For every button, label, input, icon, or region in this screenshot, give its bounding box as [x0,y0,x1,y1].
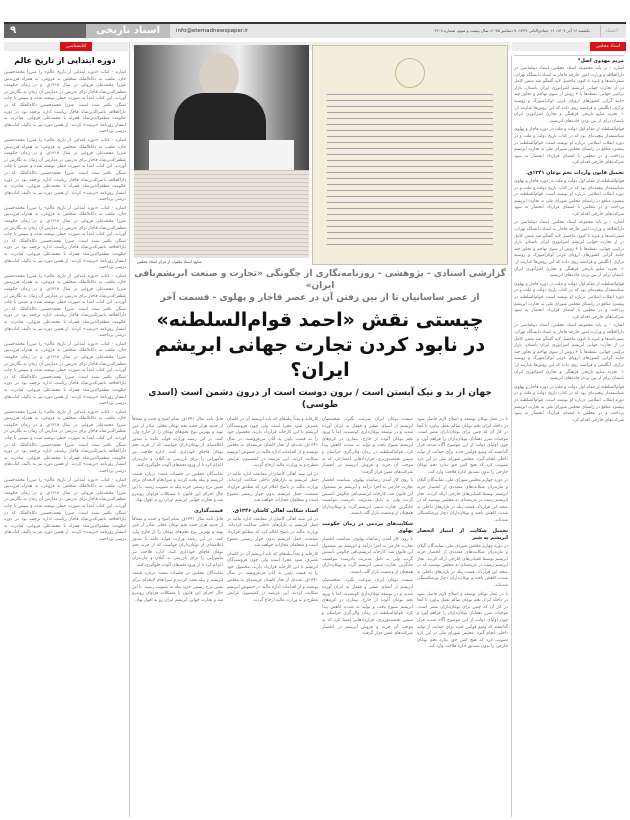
article-column-2 [322,417,413,817]
historical-document [312,45,508,265]
right-sidebar-tag: اسناد مجلس [590,42,626,51]
paragraph: اشاره - بر پایه مجموعه اسناد مجلس، اسناد دیپلماسی در دارالخلافه و وزارت امور خارجه قاجار به اسناد دانشگاه تهران، سفرنامه‌ها و غیره تا کنون ماحصل لایه گفتگو شد شمن کامل در از تجارت جهانی ابریشم امپراتوری ایران باستان، بازار ترکیبی جهانی، نقطه‌ها با ۳ روش از سوی تهاجم و تجاوز چند جانبه گرایی کشورهای اروپای غربی لوکزامبورگ و روسیه تزاری، انگلیس و فرانسه روی داده که این روش‌ها عبارتند از: ۱- تجزیه منابع تاریخی فرهنگی و تجاری امپراتوری ایران باستان برای از بین بردن جاده‌های ابریشم. [514,323,625,382]
paragraph: با در عمل نوغان توسعه و اصلاح لازم حاصل شود در داخله ایران تخم نوغان سالم بعمل بیاورد تا آنجا در کار آن که چنین برای نوغان‌داران مضر است. موجبات ضرر دهقانان نوغان‌داران را فراهم آورد و چون اولیای دولت از این موضوع آگاه شدند قرار گذاشتند که وضع قوانین جدید برای حمایت از تولید داخلی انجام گیرد. مجلس شورای ملی در این باره تصویب کرد که هیچ کس حق ندارد تخم نوغان خارجی را بدون تصدیق اداره فلاحت وارد کند. [417,417,508,475]
right-sidebar-body [514,66,624,426]
headline-line-1: چیستی نقش «احمد قوام‌السلطنه» [156,309,484,331]
paragraph: نمایندگان مجلس در جلسات متعدد درباره قیمت ابریشم و پیله بحث کردند و سرانجام لایحه‌ای برای تعیین نرخ رسمی خرید پیله به تصویب رسید. با این حال اجرای این قانون با مشکلات فراوان روبه‌رو شد و تجارت جهانی ابریشم ایران رو به افول نهاد. [132,571,223,603]
left-sidebar-title: دوره ابتدایی از تاریخ عالم [14,56,116,65]
article-column-1 [417,417,508,817]
paragraph: با روی کار آمدن رضاشاه پهلوی، سیاست انحصار تجارت خارجی به اجرا درآمد و ابریشم نیز مشمول این قانون شد. کارخانه ابریشم‌بافی چالوس تأسیس گردید ولی به دلیل مدیریت نادرست نتوانست جایگزین تجارت سنتی ابریشم گردد و نوغان‌داران همچنان از وضعیت بازار گله داشتند. [322,478,413,517]
paragraph: اشاره - کتاب «دوره ابتدایی از تاریخ عالم» را میرزا محمدحسین خان، ملقب به ذکاءالملک متخلص به فروغی، به همراه فرزندش میرزا محمدعلی فروغی در سال ۱۳۱۸ق. و در زمان حکومت مظفرالدین‌شاه قاجار برای تدریس در مدارس آن زمان به نگارش در آوردند. این کتاب ابتدا به صورت خطی نوشته شده و سپس با چاپ سنگی تکثیر شده است. میرزا محمدحسین ذکاءالملک که در دارالخلافه ناصرالدین‌شاه قاجار ریاست اداره ترجمه بود در دوره حکومت مظفرالدین‌شاه همراه با محمدعلی فروغی، مبادرت به انتشار روزنامه «تربیت» کردند. از همین دوره نیز به تألیف کتاب‌های درسی پرداختند. [4,273,126,339]
paragraph: اشاره - کتاب «دوره ابتدایی از تاریخ عالم» را میرزا محمدحسین خان، ملقب به ذکاءالملک متخلص به فروغی، به همراه فرزندش میرزا محمدعلی فروغی در سال ۱۳۱۸ق. و در زمان حکومت مظفرالدین‌شاه قاجار برای تدریس در مدارس آن زمان به نگارش در آوردند. این کتاب ابتدا به صورت خطی نوشته شده و سپس با چاپ سنگی تکثیر شده است. میرزا محمدحسین ذکاءالملک که در دارالخلافه ناصرالدین‌شاه قاجار ریاست اداره ترجمه بود در دوره حکومت مظفرالدین‌شاه همراه با محمدعلی فروغی، مبادرت به انتشار روزنامه «تربیت» کردند. از همین دوره نیز به تألیف کتاب‌های درسی پرداختند. [4,477,126,542]
subheading: تحمیل شکایت از امتیاز انحصار ابریشم به شیر [417,527,508,541]
subtitle: جهان از بد و نیک آبستن است / برون دوست است از درون دشمن است (اسدی طوسی) [148,388,492,410]
paragraph: قوام‌السلطنه از مقام اول دولت و ملت در دوره قاجار و پهلوی سیاستمدار پیچیده‌ای بود که در کتاب تاریخ دولت و ملت و در دوره انقلاب اسلامی درباره او نوشته است. قوام‌السلطنه در پیشبرد منافع در راستای مجلس شورای ملی به تجارت ابریشم پرداخت و در مجلس با امضای قرارداد انحصار به سود شرکت‌های خارجی اقدام کرد. [514,281,624,320]
handwritten-documents [134,170,309,258]
paragraph: اشاره - بر پایه مجموعه اسناد مجلس، اسناد دیپلماسی در دارالخلافه و وزارت امور خارجه قاجار به اسناد دانشگاه تهران، سفرنامه‌ها و غیره تا کنون ماحصل لایه گفتگو شد شمن کامل در از تجارت جهانی ابریشم امپراتوری ایران باستان، بازار ترکیبی جهانی، نقطه‌ها با ۳ روش از سوی تهاجم و تجاوز چند جانبه گرایی کشورهای اروپای غربی لوکزامبورگ و روسیه تزاری، انگلیس و فرانسه روی داده که این روش‌ها عبارتند از: ۱- تجزیه منابع تاریخی فرهنگی و تجاری امپراتوری ایران باستان برای از بین بردن جاده‌های ابریشم. [514,66,625,124]
article-column-3 [227,417,318,817]
headline [132,308,508,383]
paragraph: اشاره - کتاب «دوره ابتدایی از تاریخ عالم» را میرزا محمدحسین خان، ملقب به ذکاءالملک متخلص به فروغی، به همراه فرزندش میرزا محمدعلی فروغی در سال ۱۳۱۸ق. و در زمان حکومت مظفرالدین‌شاه قاجار برای تدریس در مدارس آن زمان به نگارش در آوردند. این کتاب ابتدا به صورت خطی نوشته شده و سپس با چاپ سنگی تکثیر شده است. میرزا محمدحسین ذکاءالملک که در دارالخلافه ناصرالدین‌شاه قاجار ریاست اداره ترجمه بود در دوره حکومت مظفرالدین‌شاه همراه با محمدعلی فروغی، مبادرت به انتشار روزنامه «تربیت» کردند. از همین دوره نیز به تألیف کتاب‌های درسی پرداختند. [4,205,126,271]
paragraph: فایل نامه سال ۱۳۴۱ق. تمام امیخ و خنده و متعاقاً از حدود هزار جعبه تخم نوغان محلی صادر از عین تهیه و بهترین نوع تخم‌های نوغان را از خارج وارد کنند. در این زمینه وزارت فواید عامه با صدور اعلامیه‌ای از نوغان‌داران خواست که از خرید تخم نوغان قاچاق خودداری کنند. اداره فلاحت نیز مأمورانی را برای بازرسی به گیلان و مازندران اعزام کرد تا از ورود تخم‌های آلوده جلوگیری کنند. [132,516,223,568]
kicker-line-2: از عصر ساسانیان تا از بین رفتن آن در عصر قاجار و پهلوی - قسمت آخر [160,293,480,303]
image-caption: منابع: اسناد مکتوب از مرکز اسناد مجلس [134,259,309,264]
kicker-line-1: گزارشی اسنادی - پژوهشی - روزنامه‌نگاری از چگونگی «تجارت و صنعت ابریشم‌بافی ایران» [134,269,506,291]
paragraph: در این سند اهالی کاشان از ممانعت اداره مالیه در حمل ابریشم به بازارهای داخلی شکایت کرده‌اند. وزارت مالیه در پاسخ اعلام کرد که مطابق قرارداد منعقده، حمل ابریشم بدون جواز رسمی ممنوع است و متخلفان مجازات خواهند شد. [227,471,318,504]
paragraph: در این سند اهالی کاشان از ممانعت اداره مالیه در حمل ابریشم به بازارهای داخلی شکایت کرده‌اند. وزارت مالیه در پاسخ اعلام کرد که مطابق قرارداد منعقده، حمل ابریشم بدون جواز رسمی ممنوع است و متخلفان مجازات خواهند شد. [227,516,318,549]
paragraph: اشاره - کتاب «دوره ابتدایی از تاریخ عالم» را میرزا محمدحسین خان، ملقب به ذکاءالملک متخلص به فروغی، به همراه فرزندش میرزا محمدعلی فروغی در سال ۱۳۱۸ق. و در زمان حکومت مظفرالدین‌شاه قاجار برای تدریس در مدارس آن زمان به نگارش در آوردند. این کتاب ابتدا به صورت خطی نوشته شده و سپس با چاپ سنگی تکثیر شده است. میرزا محمدحسین ذکاءالملک که در دارالخلافه ناصرالدین‌شاه قاجار ریاست اداره ترجمه بود در دوره حکومت مظفرالدین‌شاه همراه با محمدعلی فروغی، مبادرت به انتشار روزنامه «تربیت» کردند. از همین دوره نیز به تألیف کتاب‌های درسی پرداختند. [4,137,126,203]
paragraph: صنعت نوغان ایران سرعت بگیرد. متخصصان ابریشم از آسیای صغیر و قفقاز به ایران آورده شدند و در توسعه نوغان‌داری کوشیدند. اما با ورود تخم نوغان آلوده از خارج، بیماری در کرم‌های ابریشم شیوع یافت و تولید به شدت کاهش پیدا کرد. قوام‌السلطنه در زمان والی‌گری خراسان و سپس نخست‌وزیری، قراردادهایی امضا کرد که به موجب آن خرید و فروش ابریشم در انحصار شرکت‌های معین قرار گرفت. [322,417,413,475]
subheading: اسناد شکایت اهالی کاشان ۱۳۴۶ق. [232,507,318,514]
paragraph: با روی کار آمدن رضاشاه پهلوی، سیاست انحصار تجارت خارجی به اجرا درآمد و ابریشم نیز مشمول این قانون شد. کارخانه ابریشم‌بافی چالوس تأسیس گردید ولی به دلیل مدیریت نادرست نتوانست جایگزین تجارت سنتی ابریشم گردد و نوغان‌داران همچنان از وضعیت بازار گله داشتند. [322,536,413,575]
section-title: اسناد تاریخی [86,24,170,38]
portrait-photo [134,45,309,170]
subheading: تحمیل قانون واردات تخم نوغان ۱۳۴۱ق. [525,169,624,176]
left-sidebar-body [4,70,126,546]
paragraph: در دوره چهارم مجلس شورای ملی، نمایندگان گیلان و مازندران شکایت‌های متعددی از انحصار خرید ابریشم توسط کمپانی‌های خارجی ارائه کردند. تجار ابریشم رشت در عریضه‌ای به مجلس نوشتند که در نتیجه این قرارداد، قیمت پیله در بازارهای داخلی به شدت کاهش یافته و نوغان‌داران دچار ورشکستگی شده‌اند. [417,478,508,523]
paragraph: کارخانه و بعداً پیله‌های که باید ابریشم آن در کاشان مصرف شود مجرا است ولی چون فروشندگان ابریشم با این کارخانه قرارداد دارند، محصول خود را به قیمت پایین به آنان می‌فروشند. در سال ۱۳۴۱ق. عده‌ای از تجار کاشان عریضه‌ای به مجلس نوشتند و از اقدامات اداره مالیه در خصوص ابریشم شکایت کردند. این عریضه در کمیسیون عرایض مطرح و به وزارت مالیه ارجاع گردید. [227,551,318,603]
paragraph: در دوره چهارم مجلس شورای ملی، نمایندگان گیلان و مازندران شکایت‌های متعددی از انحصار خرید ابریشم توسط کمپانی‌های خارجی ارائه کردند. تجار ابریشم رشت در عریضه‌ای به مجلس نوشتند که در نتیجه این قرارداد، قیمت پیله در بازارهای داخلی به شدت کاهش یافته و نوغان‌داران دچار ورشکستگی شده‌اند. [417,543,508,589]
paragraph: با در عمل نوغان توسعه و اصلاح لازم حاصل شود در داخله ایران تخم نوغان سالم بعمل بیاورد تا آنجا در کار آن که چنین برای نوغان‌داران مضر است. موجبات ضرر دهقانان نوغان‌داران را فراهم آورد و چون اولیای دولت از این موضوع آگاه شدند قرار گذاشتند که وضع قوانین جدید برای حمایت از تولید داخلی انجام گیرد. مجلس شورای ملی در این باره تصویب کرد که هیچ کس حق ندارد تخم نوغان خارجی را بدون تصدیق اداره فلاحت وارد کند. [417,591,508,650]
article-column-4 [132,417,223,817]
paragraph: اشاره - کتاب «دوره ابتدایی از تاریخ عالم» را میرزا محمدحسین خان، ملقب به ذکاءالملک متخلص به فروغی، به همراه فرزندش میرزا محمدعلی فروغی در سال ۱۳۱۸ق. و در زمان حکومت مظفرالدین‌شاه قاجار برای تدریس در مدارس آن زمان به نگارش در آوردند. این کتاب ابتدا به صورت خطی نوشته شده و سپس با چاپ سنگی تکثیر شده است. میرزا محمدحسین ذکاءالملک که در دارالخلافه ناصرالدین‌شاه قاجار ریاست اداره ترجمه بود در دوره حکومت مظفرالدین‌شاه همراه با محمدعلی فروغی، مبادرت به انتشار روزنامه «تربیت» کردند. از همین دوره نیز به تألیف کتاب‌های درسی پرداختند. [4,341,126,407]
left-sidebar-tag: کتابشناسی [60,42,92,51]
column-divider [511,55,512,817]
paragraph: نمایندگان مجلس در جلسات متعدد درباره قیمت ابریشم و پیله بحث کردند و سرانجام لایحه‌ای برای تعیین نرخ رسمی خرید پیله به تصویب رسید. با این حال اجرای این قانون با مشکلات فراوان روبه‌رو شد و تجارت جهانی ابریشم ایران رو به افول نهاد. [132,471,223,504]
author-byline: مریم مهدوی اصل* [514,55,624,64]
email-link[interactable]: info@etemadnewspaper.ir [176,28,249,34]
page-number: ۹ [4,24,86,38]
paragraph: کارخانه و بعداً پیله‌های که باید ابریشم آن در کاشان مصرف شود مجرا است ولی چون فروشندگان ابریشم با این کارخانه قرارداد دارند، محصول خود را به قیمت پایین به آنان می‌فروشند. در سال ۱۳۴۱ق. عده‌ای از تجار کاشان عریضه‌ای به مجلس نوشتند و از اقدامات اداره مالیه در خصوص ابریشم شکایت کردند. این عریضه در کمیسیون عرایض مطرح و به وزارت مالیه ارجاع گردید. [227,417,318,469]
paragraph: قوام‌السلطنه از مقام اول دولت و ملت در دوره قاجار و پهلوی سیاستمدار پیچیده‌ای بود که در کتاب تاریخ دولت و ملت و در دوره انقلاب اسلامی درباره او نوشته است. قوام‌السلطنه در پیشبرد منافع در راستای مجلس شورای ملی به تجارت ابریشم پرداخت و در مجلس با امضای قرارداد انحصار به سود شرکت‌های خارجی اقدام کرد. [514,178,624,217]
subheading: قیمت‌گذاری [194,507,223,514]
paragraph: اشاره - کتاب «دوره ابتدایی از تاریخ عالم» را میرزا محمدحسین خان، ملقب به ذکاءالملک متخلص به فروغی، به همراه فرزندش میرزا محمدعلی فروغی در سال ۱۳۱۸ق. و در زمان حکومت مظفرالدین‌شاه قاجار برای تدریس در مدارس آن زمان به نگارش در آوردند. این کتاب ابتدا به صورت خطی نوشته شده و سپس با چاپ سنگی تکثیر شده است. میرزا محمدحسین ذکاءالملک که در دارالخلافه ناصرالدین‌شاه قاجار ریاست اداره ترجمه بود در دوره حکومت مظفرالدین‌شاه همراه با محمدعلی فروغی، مبادرت به انتشار روزنامه «تربیت» کردند. از همین دوره نیز به تألیف کتاب‌های درسی پرداختند. [4,409,126,475]
paragraph: اشاره - کتاب «دوره ابتدایی از تاریخ عالم» را میرزا محمدحسین خان، ملقب به ذکاءالملک متخلص به فروغی، به همراه فرزندش میرزا محمدعلی فروغی در سال ۱۳۱۸ق. و در زمان حکومت مظفرالدین‌شاه قاجار برای تدریس در مدارس آن زمان به نگارش در آوردند. این کتاب ابتدا به صورت خطی نوشته شده و سپس با چاپ سنگی تکثیر شده است. میرزا محمدحسین ذکاءالملک که در دارالخلافه ناصرالدین‌شاه قاجار ریاست اداره ترجمه بود در دوره حکومت مظفرالدین‌شاه همراه با محمدعلی فروغی، مبادرت به انتشار روزنامه «تربیت» کردند. از همین دوره نیز به تألیف کتاب‌های درسی پرداختند. [4,70,126,135]
subheading: شکایت‌های مردمی در زمان حکومت پهلوی [322,520,413,534]
column-divider [129,42,130,817]
paragraph: اشاره - بر پایه مجموعه اسناد مجلس، اسناد دیپلماسی در دارالخلافه و وزارت امور خارجه قاجار به اسناد دانشگاه تهران، سفرنامه‌ها و غیره تا کنون ماحصل لایه گفتگو شد شمن کامل در از تجارت جهانی ابریشم امپراتوری ایران باستان، بازار ترکیبی جهانی، نقطه‌ها با ۳ روش از سوی تهاجم و تجاوز چند جانبه گرایی کشورهای اروپای غربی لوکزامبورگ و روسیه تزاری، انگلیس و فرانسه روی داده که این روش‌ها عبارتند از: ۱- تجزیه منابع تاریخی فرهنگی و تجاری امپراتوری ایران باستان برای از بین بردن جاده‌های ابریشم. [514,220,625,279]
paragraph: صنعت نوغان ایران سرعت بگیرد. متخصصان ابریشم از آسیای صغیر و قفقاز به ایران آورده شدند و در توسعه نوغان‌داری کوشیدند. اما با ورود تخم نوغان آلوده از خارج، بیماری در کرم‌های ابریشم شیوع یافت و تولید به شدت کاهش پیدا کرد. قوام‌السلطنه در زمان والی‌گری خراسان و سپس نخست‌وزیری، قراردادهایی امضا کرد که به موجب آن خرید و فروش ابریشم در انحصار شرکت‌های معین قرار گرفت. [322,578,413,637]
newspaper-logo: اعتماد [600,25,622,37]
paragraph: فایل نامه سال ۱۳۴۱ق. تمام امیخ و خنده و متعاقاً از حدود هزار جعبه تخم نوغان محلی صادر از عین تهیه و بهترین نوع تخم‌های نوغان را از خارج وارد کنند. در این زمینه وزارت فواید عامه با صدور اعلامیه‌ای از نوغان‌داران خواست که از خرید تخم نوغان قاچاق خودداری کنند. اداره فلاحت نیز مأمورانی را برای بازرسی به گیلان و مازندران اعزام کرد تا از ورود تخم‌های آلوده جلوگیری کنند. [132,417,223,469]
article-columns [132,417,508,817]
paragraph: قوام‌السلطنه از مقام اول دولت و ملت در دوره قاجار و پهلوی سیاستمدار پیچیده‌ای بود که در کتاب تاریخ دولت و ملت و در دوره انقلاب اسلامی درباره او نوشته است. قوام‌السلطنه در پیشبرد منافع در راستای مجلس شورای ملی به تجارت ابریشم پرداخت و در مجلس با امضای قرارداد انحصار به سود شرکت‌های خارجی اقدام کرد. [514,384,624,423]
date-line: یکشنبه ۱۶ آذر ۱۴۰۴، ۱۶ جمادی‌الثانی ۱۴۴۷، ۷ دسامبر ۲۰۲۵، سال بیست و سوم، شماره ۶۲۰۸ [434,28,590,33]
article [132,268,508,817]
headline-line-2: در نابود کردن تجارت جهانی ابریشم ایران؟ [154,334,486,381]
paragraph: قوام‌السلطنه از مقام اول دولت و ملت در دوره قاجار و پهلوی سیاستمدار پیچیده‌ای بود که در کتاب تاریخ دولت و ملت و در دوره انقلاب اسلامی درباره او نوشته است. قوام‌السلطنه در پیشبرد منافع در راستای مجلس شورای ملی به تجارت ابریشم پرداخت و در مجلس با امضای قرارداد انحصار به سود شرکت‌های خارجی اقدام کرد. [514,127,624,166]
